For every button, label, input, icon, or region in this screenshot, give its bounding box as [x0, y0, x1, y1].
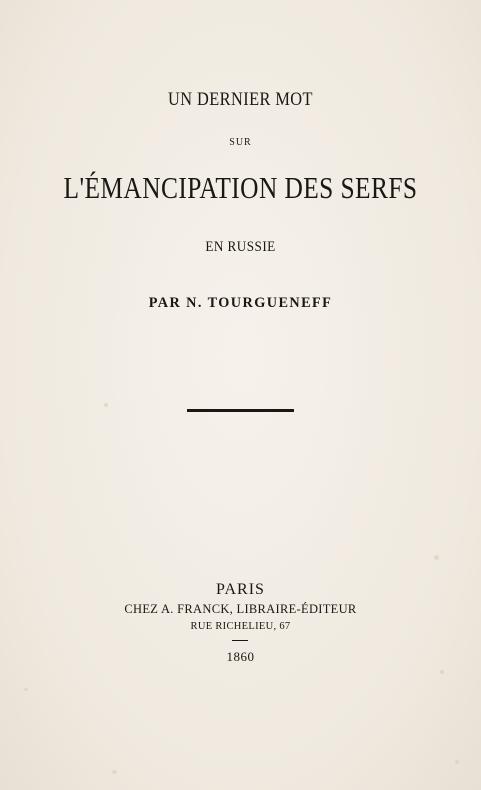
title-line-1: UN DERNIER MOT [168, 89, 313, 110]
foxing-spot [434, 555, 439, 560]
title-line-2: L'ÉMANCIPATION DES SERFS [63, 170, 418, 205]
imprint-address: RUE RICHELIEU, 67 [190, 621, 291, 632]
foxing-spot [24, 688, 28, 691]
imprint-city: PARIS [216, 581, 265, 598]
foxing-spot [440, 670, 444, 674]
title-connector: SUR [229, 137, 252, 148]
foxing-spot [104, 403, 108, 407]
decorative-rule [187, 409, 294, 412]
title-line-3: EN RUSSIE [205, 239, 276, 255]
foxing-spot [112, 770, 117, 774]
imprint-year: 1860 [226, 649, 255, 664]
foxing-spot [455, 760, 459, 764]
imprint-dash [232, 640, 248, 641]
author-line: PAR N. TOURGUENEFF [148, 295, 333, 311]
imprint-publisher: CHEZ A. FRANCK, LIBRAIRE-ÉDITEUR [124, 602, 357, 616]
